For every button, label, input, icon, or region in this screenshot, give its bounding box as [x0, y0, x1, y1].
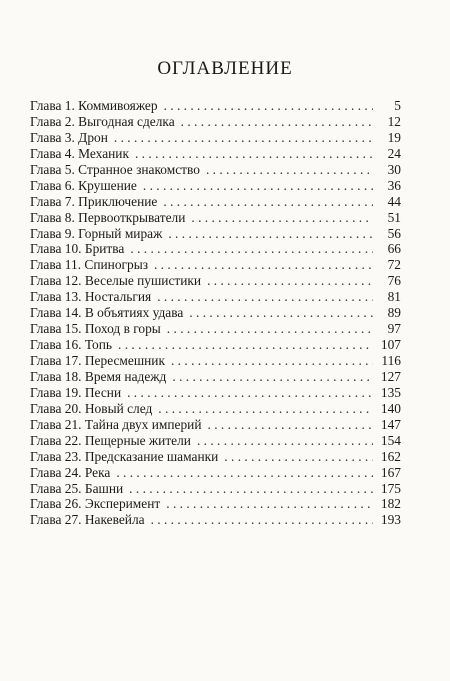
toc-entry [30, 449, 401, 465]
toc-leader-dots [151, 512, 373, 528]
toc-entry-page-number: 147 [380, 416, 401, 432]
toc-entry-label: Глава 2. Выгодная сделка [30, 113, 175, 129]
toc-leader-dots [189, 305, 373, 321]
toc-entry-page-number: 51 [387, 209, 401, 225]
toc-entry-page-number: 66 [387, 241, 401, 257]
toc-entry-page-number: 140 [380, 400, 401, 416]
toc-entry-label: Глава 18. Время надежд [30, 368, 167, 384]
toc-entry-label: Глава 6. Крушение [30, 177, 137, 193]
toc-entry-label: Глава 27. Накевейла [30, 512, 145, 528]
toc-entry-page-number: 89 [387, 305, 401, 321]
toc-entry-label: Глава 13. Ностальгия [30, 289, 152, 305]
toc-leader-dots [129, 481, 373, 497]
toc-entry [30, 114, 401, 130]
toc-entry [30, 257, 401, 273]
toc-entry-label: Глава 11. Спиногрыз [30, 257, 148, 273]
toc-entry [30, 337, 401, 353]
toc-leader-dots [206, 162, 373, 178]
toc-leader-dots [172, 369, 373, 385]
toc-leader-dots [208, 417, 374, 433]
toc-entry-label: Глава 22. Пещерные жители [30, 432, 191, 448]
toc-entry-page-number: 193 [380, 512, 401, 528]
toc-entry [30, 305, 401, 321]
toc-entry-label: Глава 5. Странное знакомство [30, 161, 200, 177]
toc-entry-label: Глава 3. Дрон [30, 129, 108, 145]
toc-entry-label: Глава 12. Веселые пушистики [30, 273, 202, 289]
toc-leader-dots [166, 496, 373, 512]
toc-leader-dots [157, 289, 373, 305]
toc-entry [30, 194, 401, 210]
toc-entry-label: Глава 26. Эксперимент [30, 496, 161, 512]
toc-entry-page-number: 182 [380, 496, 401, 512]
toc-entry-page-number: 12 [387, 113, 401, 129]
toc-entry-label: Глава 9. Горный мираж [30, 225, 163, 241]
toc-entry [30, 162, 401, 178]
toc-entry-page-number: 175 [380, 480, 401, 496]
toc-entry-label: Глава 7. Приключение [30, 193, 158, 209]
toc-entry-page-number: 167 [380, 464, 401, 480]
toc-entry-label: Глава 8. Первооткрыватели [30, 209, 186, 225]
toc-entry [30, 417, 401, 433]
toc-entry [30, 146, 401, 162]
toc-entry-page-number: 24 [387, 145, 401, 161]
toc-entry [30, 130, 401, 146]
toc-entry-page-number: 154 [380, 432, 401, 448]
toc-entry [30, 178, 401, 194]
toc-entry [30, 210, 401, 226]
toc-entry [30, 369, 401, 385]
toc-leader-dots [118, 337, 373, 353]
toc-leader-dots [171, 353, 373, 369]
toc-entry [30, 401, 401, 417]
toc-entry [30, 241, 401, 257]
toc-entry [30, 512, 401, 528]
toc-entry-label: Глава 15. Поход в горы [30, 321, 161, 337]
toc-leader-dots [143, 178, 373, 194]
toc-entry [30, 481, 401, 497]
toc-entry-label: Глава 4. Механик [30, 145, 129, 161]
toc-leader-dots [191, 210, 373, 226]
toc-entry-label: Глава 21. Тайна двух империй [30, 416, 202, 432]
toc-entry [30, 98, 401, 114]
toc-entry-page-number: 56 [387, 225, 401, 241]
toc-entry [30, 433, 401, 449]
toc-entry [30, 289, 401, 305]
toc-entry-page-number: 44 [387, 193, 401, 209]
toc-leader-dots [207, 273, 373, 289]
toc-entry-page-number: 72 [387, 257, 401, 273]
toc-leader-dots [224, 449, 373, 465]
page-title: ОГЛАВЛЕНИЕ [157, 58, 293, 79]
toc-entry-page-number: 30 [387, 161, 401, 177]
toc-leader-dots [135, 146, 373, 162]
toc-entry [30, 353, 401, 369]
toc-entry-label: Глава 23. Предсказание шаманки [30, 448, 219, 464]
toc-entry-page-number: 162 [380, 448, 401, 464]
toc-leader-dots [127, 385, 373, 401]
toc-entry-page-number: 5 [394, 98, 401, 113]
toc-entry-label: Глава 1. Коммивояжер [30, 98, 158, 113]
toc-entry-page-number: 19 [387, 129, 401, 145]
toc-entry-label: Глава 24. Река [30, 464, 111, 480]
toc-leader-dots [130, 241, 373, 257]
toc-entry-label: Глава 17. Пересмешник [30, 353, 165, 368]
toc-entry [30, 226, 401, 242]
toc-entry-page-number: 97 [387, 321, 401, 337]
table-of-contents [30, 98, 401, 528]
toc-leader-dots [163, 194, 373, 210]
toc-leader-dots [181, 114, 373, 130]
toc-entry-page-number: 81 [387, 289, 401, 305]
toc-leader-dots [154, 257, 373, 273]
toc-leader-dots [116, 465, 373, 481]
toc-entry-page-number: 127 [380, 368, 401, 384]
toc-entry [30, 496, 401, 512]
toc-entry-page-number: 135 [380, 384, 401, 400]
toc-entry-label: Глава 20. Новый след [30, 400, 153, 416]
toc-entry [30, 385, 401, 401]
toc-entry-page-number: 36 [387, 177, 401, 193]
toc-leader-dots [164, 98, 373, 114]
toc-entry [30, 273, 401, 289]
toc-entry-label: Глава 16. Топь [30, 337, 113, 353]
toc-entry-label: Глава 25. Башни [30, 480, 124, 496]
toc-leader-dots [167, 321, 373, 337]
toc-entry-label: Глава 14. В объятиях удава [30, 305, 184, 321]
toc-leader-dots [197, 433, 373, 449]
toc-leader-dots [114, 130, 373, 146]
toc-entry-page-number: 107 [380, 337, 401, 353]
toc-entry-page-number: 76 [387, 273, 401, 289]
toc-entry-label: Глава 10. Бритва [30, 241, 125, 257]
toc-entry [30, 321, 401, 337]
toc-leader-dots [168, 226, 373, 242]
toc-entry [30, 465, 401, 481]
toc-entry-page-number: 116 [381, 353, 401, 368]
toc-leader-dots [158, 401, 373, 417]
toc-entry-label: Глава 19. Песни [30, 384, 122, 400]
